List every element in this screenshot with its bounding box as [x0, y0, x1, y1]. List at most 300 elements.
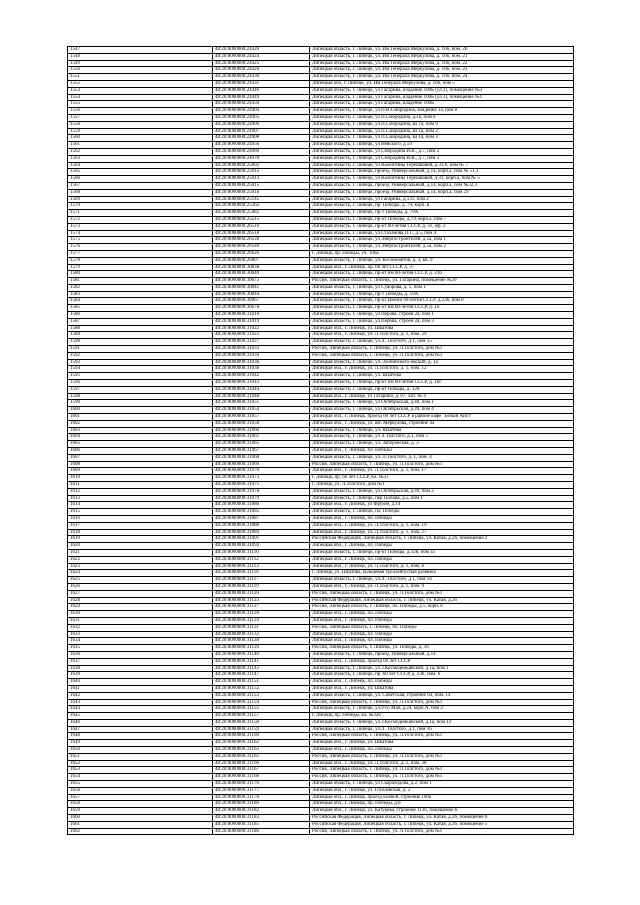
row-number-cell: 1659 — [68, 808, 213, 815]
row-number-cell: 1582 — [68, 284, 213, 291]
table-row — [68, 264, 574, 271]
table-row — [68, 87, 574, 94]
table-row — [68, 760, 574, 767]
address-cell: Липецкая обл., г. Липецк, ул. Гоголевская, д. 2 — [310, 787, 574, 794]
row-number-cell: 1552 — [68, 80, 213, 87]
address-cell: Липецкая обл., г. Липецк, ул. Л.Толстого, д. 1, пом. 9 — [310, 583, 574, 590]
table-row — [68, 210, 574, 217]
cadastral-number-cell: 48:20:0000000:31182 — [213, 808, 310, 815]
address-cell: Липецкая обл., г. Липецк, пр. Победы, д.8 — [310, 801, 574, 808]
table-row — [68, 543, 574, 550]
row-number-cell: 1563 — [68, 155, 213, 162]
cadastral-number-cell: 48:20:0000000:30838 — [213, 264, 310, 271]
table-row — [68, 162, 574, 169]
cadastral-number-cell: 48:20:0000000:31123 — [213, 597, 310, 604]
address-cell: Россия, Липецкая область, г. Липецк, ул. Л.Толстого, дом №1 — [310, 753, 574, 760]
address-cell: г. Липецк, ул. Л.Толстого, дом №1 — [310, 482, 574, 489]
table-row — [68, 155, 574, 162]
cadastral-number-cell: 48:20:0000000:31022 — [213, 325, 310, 332]
cadastral-number-cell: 48:20:0000000:31140 — [213, 651, 310, 658]
address-cell: Липецкая область, г. Липецк, ул.Л. Толстого, д.1, пом 15 — [310, 339, 574, 346]
cadastral-number-cell: 48:20:0000000:25013 — [213, 176, 310, 183]
cadastral-number-cell: 48:20:0000000:31051 — [213, 400, 310, 407]
table-row — [68, 719, 574, 726]
cadastral-number-cell: 48:20:0000000:25145 — [213, 196, 310, 203]
row-number-cell: 1567 — [68, 182, 213, 189]
cadastral-number-cell: 48:20:0000000:31160 — [213, 733, 310, 740]
row-number-cell: 1557 — [68, 114, 213, 121]
cadastral-number-cell: 48:20:0000000:24431 — [213, 80, 310, 87]
cadastral-number-cell: 48:20:0000000:31139 — [213, 645, 310, 652]
address-cell: Липецкая область, г. Липецк, ул. Советская, строение 64, пом. 14 — [310, 692, 574, 699]
table-row — [68, 135, 574, 142]
table-row — [68, 475, 574, 482]
table-row — [68, 182, 574, 189]
address-cell: Липецкая область, г. Липецк, ул.3.Космодемьянской, д.1а, пом 12 — [310, 719, 574, 726]
table-row — [68, 631, 574, 638]
row-number-cell: 1595 — [68, 373, 213, 380]
address-cell: Липецкая область, г. Липецк, пр-кт 60-летия СССР, д. 31, оф. 2 — [310, 223, 574, 230]
cadastral-number-cell: 48:20:0000000:31117 — [213, 577, 310, 584]
cadastral-number-cell: 48:20:0000000:31143 — [213, 665, 310, 672]
address-cell: Россия, Липецкая область, г. Липецк, ул. Л.Толстого, дом №1 — [310, 828, 574, 835]
cadastral-number-cell: 48:20:0000000:31087 — [213, 515, 310, 522]
address-cell: Липецкая область, г. Липецк, пр-кт им 60-летия СССР, д. 23б — [310, 271, 574, 278]
table-row — [68, 549, 574, 556]
address-cell: Липецкая область, г. Липецк, пр. Победы, д. 79, корп. в — [310, 203, 574, 210]
table-row — [68, 203, 574, 210]
address-cell: Липецкая область, г. Липецк, проезд Универсальный, д.14, корп.а, пом №32,3 — [310, 182, 574, 189]
table-row — [68, 706, 574, 713]
cadastral-number-cell: 48:20:0000000:26516 — [213, 223, 310, 230]
row-number-cell: 1638 — [68, 665, 213, 672]
address-cell: Липецкая область, г. Липецк, пр-кт им 60-летия СССР, д. 16 — [310, 305, 574, 312]
row-number-cell: 1550 — [68, 67, 213, 74]
row-number-cell: 1634 — [68, 638, 213, 645]
cadastral-number-cell: 48:20:0000000:31044 — [213, 386, 310, 393]
table-row — [68, 672, 574, 679]
row-number-cell: 1556 — [68, 108, 213, 115]
address-cell: Липецкая область, г. Липецк, ул. Им Генерала Меркулова, д. 16б, пом. 21 — [310, 53, 574, 60]
table-row — [68, 509, 574, 516]
address-cell: Липецкая область, г. Липецк, ул Гагарина, владение 100Б — [310, 101, 574, 108]
cadastral-number-cell: 48:20:0000000:31070 — [213, 468, 310, 475]
row-number-cell: 1559 — [68, 128, 213, 135]
address-cell: Липецкая область, г. Липецк, ул.3.Космодемьянской, д.1а, пом 1 — [310, 665, 574, 672]
cadastral-number-cell: 48:20:0000000:31075 — [213, 482, 310, 489]
address-cell: Липецкая область, г. Липецк, ул. Им Генерала Меркулова, д. 16б, пом. 22 — [310, 60, 574, 67]
table-row — [68, 583, 574, 590]
table-row — [68, 781, 574, 788]
table-row — [68, 400, 574, 407]
table-row — [68, 250, 574, 257]
row-number-cell: 1620 — [68, 543, 213, 550]
row-number-cell: 1564 — [68, 162, 213, 169]
cadastral-number-cell: 48:20:0000000:31158 — [213, 719, 310, 726]
table-row — [68, 108, 574, 115]
address-cell: Липецкая область, г. Липецк, ул. Злобинского-овский, д. 1а — [310, 359, 574, 366]
cadastral-number-cell: 48:20:0000000:24904 — [213, 108, 310, 115]
address-cell: Липецкая обл., г. Липецк, пл. Победы — [310, 543, 574, 550]
cadastral-number-cell: 48:20:0000000:31034 — [213, 352, 310, 359]
address-cell: Липецкая область, г. Липецк, ул П.Смородина, вл 1а, пом 3 — [310, 135, 574, 142]
address-cell: г. Липецк, ул. Шкатова, кольцевая троллейбусная развязка — [310, 570, 574, 577]
address-cell: Липецкая обл., г. Липецк, ул Фрунзе, д.14 — [310, 502, 574, 509]
address-cell: г. Липецк, пр. Победы, уч. 106а — [310, 250, 574, 257]
table-row — [68, 291, 574, 298]
cadastral-number-cell: 48:20:0000000:31128 — [213, 611, 310, 618]
row-number-cell: 1551 — [68, 74, 213, 81]
table-row — [68, 114, 574, 121]
table-row — [68, 373, 574, 380]
address-cell: Липецкая область, г. Липецк, ул Стаханова П.Г., д.5, пом 4 — [310, 230, 574, 237]
address-cell: г. Липецк, пр. Победы, вл. №32б — [310, 713, 574, 720]
row-number-cell: 1658 — [68, 801, 213, 808]
address-cell: Липецкая обл., г. Липецк, ул. Л.Толстого, д. 1, пом. 38 — [310, 760, 574, 767]
row-number-cell: 1591 — [68, 346, 213, 353]
row-number-cell: 1629 — [68, 604, 213, 611]
address-cell: Липецкая область, г. Липецк, пр. 60 лет СССР, д. 23б, пом. 6 — [310, 672, 574, 679]
address-cell: Россия, Липецкая область, г. Липецк, ул. Л.Толстого, дом №1 — [310, 461, 574, 468]
cadastral-number-cell: 48:20:0000000:30678 — [213, 305, 310, 312]
cadastral-number-cell: 48:20:0000000:25002 — [213, 162, 310, 169]
cadastral-number-cell: 48:20:0000000:26807 — [213, 257, 310, 264]
table-row — [68, 774, 574, 781]
cadastral-number-cell: 48:20:0000000:31061 — [213, 434, 310, 441]
row-number-cell: 1639 — [68, 672, 213, 679]
address-cell: Липецкая область, г. Липецк, ул Смородина И.В., д.7, пом 2 — [310, 148, 574, 155]
table-row — [68, 414, 574, 421]
row-number-cell: 1561 — [68, 142, 213, 149]
row-number-cell: 1572 — [68, 216, 213, 223]
table-row — [68, 244, 574, 251]
table-row — [68, 515, 574, 522]
table-row — [68, 339, 574, 346]
table-row — [68, 101, 574, 108]
cadastral-number-cell: 48:20:0000000:31078 — [213, 488, 310, 495]
table-row — [68, 257, 574, 264]
row-number-cell: 1632 — [68, 624, 213, 631]
cadastral-number-cell: 48:20:0000000:31185 — [213, 821, 310, 828]
cadastral-number-cell: 48:20:0000000:31092 — [213, 543, 310, 550]
address-cell: Липецкая область, г. Липецк, ул.Л. Толстого, д.1, пом 14 — [310, 577, 574, 584]
table-row — [68, 699, 574, 706]
table-row — [68, 665, 574, 672]
row-number-cell: 1662 — [68, 828, 213, 835]
cadastral-number-cell: 48:20:0000000:24970 — [213, 155, 310, 162]
row-number-cell: 1606 — [68, 448, 213, 455]
cadastral-number-cell: 48:20:0000000:24420 — [213, 47, 310, 54]
row-number-cell: 1589 — [68, 332, 213, 339]
table-row — [68, 529, 574, 536]
table-row — [68, 454, 574, 461]
cadastral-number-cell: 48:20:0000000:31157 — [213, 713, 310, 720]
table-row — [68, 597, 574, 604]
row-number-cell: 1614 — [68, 502, 213, 509]
table-row — [68, 658, 574, 665]
row-number-cell: 1568 — [68, 189, 213, 196]
table-row — [68, 352, 574, 359]
table-row — [68, 380, 574, 387]
address-cell: Россия, Липецкая область, г. Липецк, ул. Л.Толстого, дом №1 — [310, 733, 574, 740]
address-cell: Липецкая обл., г. Липецк, ул. Л.Толстого, д. 1, пом. 19 — [310, 522, 574, 529]
table-row — [68, 434, 574, 441]
row-number-cell: 1650 — [68, 747, 213, 754]
table-row — [68, 386, 574, 393]
address-cell: Липецкая область, г. Липецк, ул П.Смородина, вл 1а, пом 9 — [310, 121, 574, 128]
address-cell: Липецкая область, г. Липецк, проезд Универсальный, д.14 — [310, 651, 574, 658]
address-cell: Россия, Липецкая область, г. Липецк, ул. Л.Толстого, дом №1 — [310, 346, 574, 353]
row-number-cell: 1586 — [68, 312, 213, 319]
table-row — [68, 570, 574, 577]
table-row — [68, 645, 574, 652]
address-cell: Липецкая область, г. Липецк, ул Перова, строен 2а, пом 1 — [310, 312, 574, 319]
cadastral-number-cell: 48:20:0000000:31127 — [213, 604, 310, 611]
table-row — [68, 298, 574, 305]
cadastral-number-cell: 48:20:0000000:31038 — [213, 366, 310, 373]
address-cell: Липецкая область, г. Липецк, ул Суворова, д. 1, пом 1 — [310, 284, 574, 291]
table-row — [68, 821, 574, 828]
table-row — [68, 359, 574, 366]
row-number-cell: 1549 — [68, 60, 213, 67]
address-cell: Липецкая область, г. Липецк, ул. Космонавтов, д. 3, кв. 9 — [310, 257, 574, 264]
row-number-cell: 1553 — [68, 87, 213, 94]
address-cell: Липецкая обл., г. Липецк, пл. Победы — [310, 556, 574, 563]
table-row — [68, 828, 574, 835]
row-number-cell: 1604 — [68, 434, 213, 441]
cadastral-number-cell: 48:20:0000000:31027 — [213, 339, 310, 346]
table-row — [68, 230, 574, 237]
table-row — [68, 148, 574, 155]
address-cell: Липецкая область, г. Липецк, ул Октябрьская, д.49, пом 4 — [310, 407, 574, 414]
address-cell: Липецкая область, г. Липецк, ул Смородина И.В., д.7, пом 3 — [310, 155, 574, 162]
cadastral-number-cell: 48:20:0000000:30673 — [213, 278, 310, 285]
row-number-cell: 1660 — [68, 815, 213, 822]
table-row — [68, 808, 574, 815]
cadastral-number-cell: 48:20:0000000:31110 — [213, 549, 310, 556]
row-number-cell: 1566 — [68, 176, 213, 183]
cadastral-number-cell: 48:20:0000000:31042 — [213, 373, 310, 380]
address-cell: Липецкая область, г. Липецк, ул П.Смородина, вл 1а, пом 2 — [310, 128, 574, 135]
cadastral-number-cell: 48:20:0000000:30841 — [213, 284, 310, 291]
row-number-cell: 1588 — [68, 325, 213, 332]
table-row — [68, 60, 574, 67]
address-cell: Россия, Липецкая область, г. Липецк, ул. Л.Толстого, дом №1 — [310, 590, 574, 597]
table-row — [68, 420, 574, 427]
table-row — [68, 604, 574, 611]
table-row — [68, 556, 574, 563]
cadastral-number-cell: 48:20:0000000:31129 — [213, 617, 310, 624]
cadastral-number-cell: 48:20:0000000:31186 — [213, 828, 310, 835]
row-number-cell: 1646 — [68, 719, 213, 726]
cadastral-number-cell: 48:20:0000000:31018 — [213, 312, 310, 319]
row-number-cell: 1627 — [68, 590, 213, 597]
cadastral-number-cell: 48:20:0000000:31119 — [213, 583, 310, 590]
cadastral-number-cell: 48:20:0000000:25012 — [213, 169, 310, 176]
cadastral-number-cell: 48:20:0000000:31166 — [213, 760, 310, 767]
address-cell: Липецкая обл., г. Липецк, пл. Победы — [310, 631, 574, 638]
cadastral-number-cell: 48:20:0000000:31067 — [213, 448, 310, 455]
row-number-cell: 1648 — [68, 733, 213, 740]
table-row — [68, 577, 574, 584]
row-number-cell: 1622 — [68, 556, 213, 563]
cadastral-number-cell: 48:20:0000000:25482 — [213, 210, 310, 217]
table-row — [68, 318, 574, 325]
address-cell: Липецкая область, г. Липецк, пл. Победы — [310, 509, 574, 516]
address-cell: Липецкая область, г. Липецк, ул Октябрьская, д.49, пом 1 — [310, 400, 574, 407]
row-number-cell: 1613 — [68, 495, 213, 502]
table-row — [68, 461, 574, 468]
address-cell: Российская Федерация, Липецкая область, г. Липецк, ул. Катая, д.26 — [310, 597, 574, 604]
cadastral-number-cell: 48:20:0000000:24908 — [213, 135, 310, 142]
address-cell: Липецкая обл., г. Липецк, ул Гагарина, д. 67, лит. № 4 — [310, 393, 574, 400]
row-number-cell: 1596 — [68, 380, 213, 387]
cadastral-number-cell: 48:20:0000000:31060 — [213, 427, 310, 434]
table-row — [68, 794, 574, 801]
table-row — [68, 590, 574, 597]
cadastral-number-cell: 48:20:0000000:31043 — [213, 380, 310, 387]
table-row — [68, 278, 574, 285]
address-cell: Липецкая обл., г. Липецк, ул. Л.Толстого, д. 1, пом. 29 — [310, 332, 574, 339]
row-number-cell: 1636 — [68, 651, 213, 658]
cadastral-number-cell: 48:20:0000000:31091 — [213, 536, 310, 543]
address-cell: Липецкая обл., г. Липецк, ул. Л.Толстого, д. 1, пом. 12 — [310, 366, 574, 373]
row-number-cell: 1612 — [68, 488, 213, 495]
row-number-cell: 1560 — [68, 135, 213, 142]
address-cell: Липецкая обл., г. Липецк, пл. Победы — [310, 747, 574, 754]
table-row — [68, 482, 574, 489]
address-cell: г. Липецк, пр. 60 лет СССР, вл. №31 — [310, 475, 574, 482]
table-row — [68, 713, 574, 720]
cadastral-number-cell: 48:20:0000000:25018 — [213, 189, 310, 196]
cadastral-number-cell: 48:20:0000000:24424 — [213, 53, 310, 60]
row-number-cell: 1651 — [68, 753, 213, 760]
table-row — [68, 80, 574, 87]
row-number-cell: 1623 — [68, 563, 213, 570]
cadastral-number-cell: 48:20:0000000:31159 — [213, 726, 310, 733]
address-cell: Липецкая область, г. Липецк, ул Перова, строен 2а, пом 3 — [310, 318, 574, 325]
table-row — [68, 216, 574, 223]
table-row — [68, 692, 574, 699]
row-number-cell: 1603 — [68, 427, 213, 434]
row-number-cell: 1625 — [68, 577, 213, 584]
row-number-cell: 1584 — [68, 298, 213, 305]
table-row — [68, 196, 574, 203]
cadastral-number-cell: 48:20:0000000:31141 — [213, 658, 310, 665]
cadastral-number-cell: 48:20:0000000:31112 — [213, 556, 310, 563]
address-cell: Липецкая обл., г. Липецк, проезд 60 лет СССР в районе кафе "Белый Аист" — [310, 414, 574, 421]
row-number-cell: 1621 — [68, 549, 213, 556]
address-cell: Липецкая обл., г. Липецк, проезд Боевой, строение 108а — [310, 794, 574, 801]
address-cell: Липецкая обл., г. Липецк, ул. Шкатова — [310, 685, 574, 692]
cadastral-number-cell: 48:20:0000000:31138 — [213, 638, 310, 645]
cadastral-number-cell: 48:20:0000000:24425 — [213, 60, 310, 67]
row-number-cell: 1579 — [68, 264, 213, 271]
row-number-cell: 1655 — [68, 781, 213, 788]
address-cell: Липецкая область, г. Липецк, пр-т Победы, д. 79А — [310, 210, 574, 217]
table-row — [68, 502, 574, 509]
address-cell: Липецкая обл., г. Липецк, пл. Победы — [310, 638, 574, 645]
row-number-cell: 1633 — [68, 631, 213, 638]
cadastral-number-cell: 48:20:0000000:30844 — [213, 291, 310, 298]
row-number-cell: 1647 — [68, 726, 213, 733]
row-number-cell: 1615 — [68, 509, 213, 516]
row-number-cell: 1618 — [68, 529, 213, 536]
address-cell: Липецкая обл., г. Липецк, ул. Л.Толстого, д. 1, пом. 27 — [310, 529, 574, 536]
address-cell: Липецкая область, г. Липецк, ул. Им Генерала Меркулова, д. 16б, пом. 24 — [310, 74, 574, 81]
address-cell: Липецкая обл., г. Липецк, ул. им. Меркулова, строение 44 — [310, 420, 574, 427]
cadastral-number-cell: 48:20:0000000:31163 — [213, 747, 310, 754]
table-row — [68, 488, 574, 495]
cadastral-number-cell: 48:20:0000000:24449 — [213, 94, 310, 101]
address-cell: Липецкая обл., г. Липецк, проезд 60 лет СССР — [310, 658, 574, 665]
cadastral-number-cell: 48:20:0000000:24430 — [213, 74, 310, 81]
table-row — [68, 767, 574, 774]
address-cell: Россия, Липецкая область, г. Липецк, пл. Победы, д.5, корп. 6 — [310, 604, 574, 611]
table-row — [68, 305, 574, 312]
table-row — [68, 393, 574, 400]
table-row — [68, 536, 574, 543]
cadastral-number-cell: 48:20:0000000:31089 — [213, 529, 310, 536]
row-number-cell: 1548 — [68, 53, 213, 60]
cadastral-number-cell: 48:20:0000000:31176 — [213, 781, 310, 788]
address-cell: Липецкая обл., г. Липецк, пл. Победы — [310, 448, 574, 455]
address-cell: Липецкая область, г. Липецк, ул Гагарина, владение 100Б (ул.3), помещение №1 — [310, 94, 574, 101]
address-cell: Липецкая обл., г. Липецк, пл. Победы — [310, 679, 574, 686]
cadastral-number-cell: 48:20:0000000:31178 — [213, 794, 310, 801]
address-cell: Россия, Липецкая область, г. Липецк, ул. Гагарина, помещение №20 — [310, 278, 574, 285]
cadastral-number-cell: 48:20:0000000:31151 — [213, 679, 310, 686]
table-row — [68, 74, 574, 81]
cadastral-number-cell: 48:20:0000000:31168 — [213, 774, 310, 781]
cadastral-number-cell: 48:20:0000000:31048 — [213, 393, 310, 400]
cadastral-number-cell: 48:20:0000000:31033 — [213, 346, 310, 353]
row-number-cell: 1577 — [68, 250, 213, 257]
row-number-cell: 1626 — [68, 583, 213, 590]
table-row — [68, 47, 574, 54]
row-number-cell: 1609 — [68, 468, 213, 475]
cadastral-number-cell: 48:20:0000000:31019 — [213, 318, 310, 325]
address-cell: Липецкая область, г. Липецк, ул. Л.Толстого, д. 1, пом. 4 — [310, 454, 574, 461]
address-cell: Липецкая область, г. Липецк, пр-т Победы, д. 59А — [310, 291, 574, 298]
table-row — [68, 801, 574, 808]
row-number-cell: 1657 — [68, 794, 213, 801]
address-cell: Липецкая область, г. Липецк, ул Гагарина, владение 100Б (ул.3), помещение №3 — [310, 87, 574, 94]
address-cell: Липецкая область, г. Липецк, ул.9-го Мая, д.24, корп.А, пом 2 — [310, 706, 574, 713]
row-number-cell: 1628 — [68, 597, 213, 604]
table-row — [68, 651, 574, 658]
cadastral-number-cell: 48:20:0000000:31023 — [213, 332, 310, 339]
row-number-cell: 1597 — [68, 386, 213, 393]
address-cell: Липецкая область, г. Липецк, пр-кт Имени 60-летия СССР, д.23б, пом 8 — [310, 298, 574, 305]
cadastral-number-cell: 48:20:0000000:31177 — [213, 787, 310, 794]
row-number-cell: 1656 — [68, 787, 213, 794]
address-cell: Липецкая область, г. Липецк, проезд Универсальный, д.14, корп.а, пом 29 — [310, 189, 574, 196]
table-row — [68, 121, 574, 128]
table-row — [68, 685, 574, 692]
cadastral-number-cell: 48:20:0000000:31069 — [213, 461, 310, 468]
table-row — [68, 237, 574, 244]
address-cell: Липецкая обл., г. Липецк, ул. Шкатова — [310, 740, 574, 747]
address-cell: Липецкая область, г. Липецк, ул Скороходова, д.2, пом 1 — [310, 781, 574, 788]
row-number-cell: 1641 — [68, 685, 213, 692]
table-row — [68, 747, 574, 754]
row-number-cell: 1569 — [68, 196, 213, 203]
row-number-cell: 1661 — [68, 821, 213, 828]
cadastral-number-cell: 48:20:0000000:31079 — [213, 495, 310, 502]
address-cell: Липецкая область, г. Липецк, проезд Универсальный, д.14, корп.а, пом № 51,3 — [310, 169, 574, 176]
table-row — [68, 332, 574, 339]
